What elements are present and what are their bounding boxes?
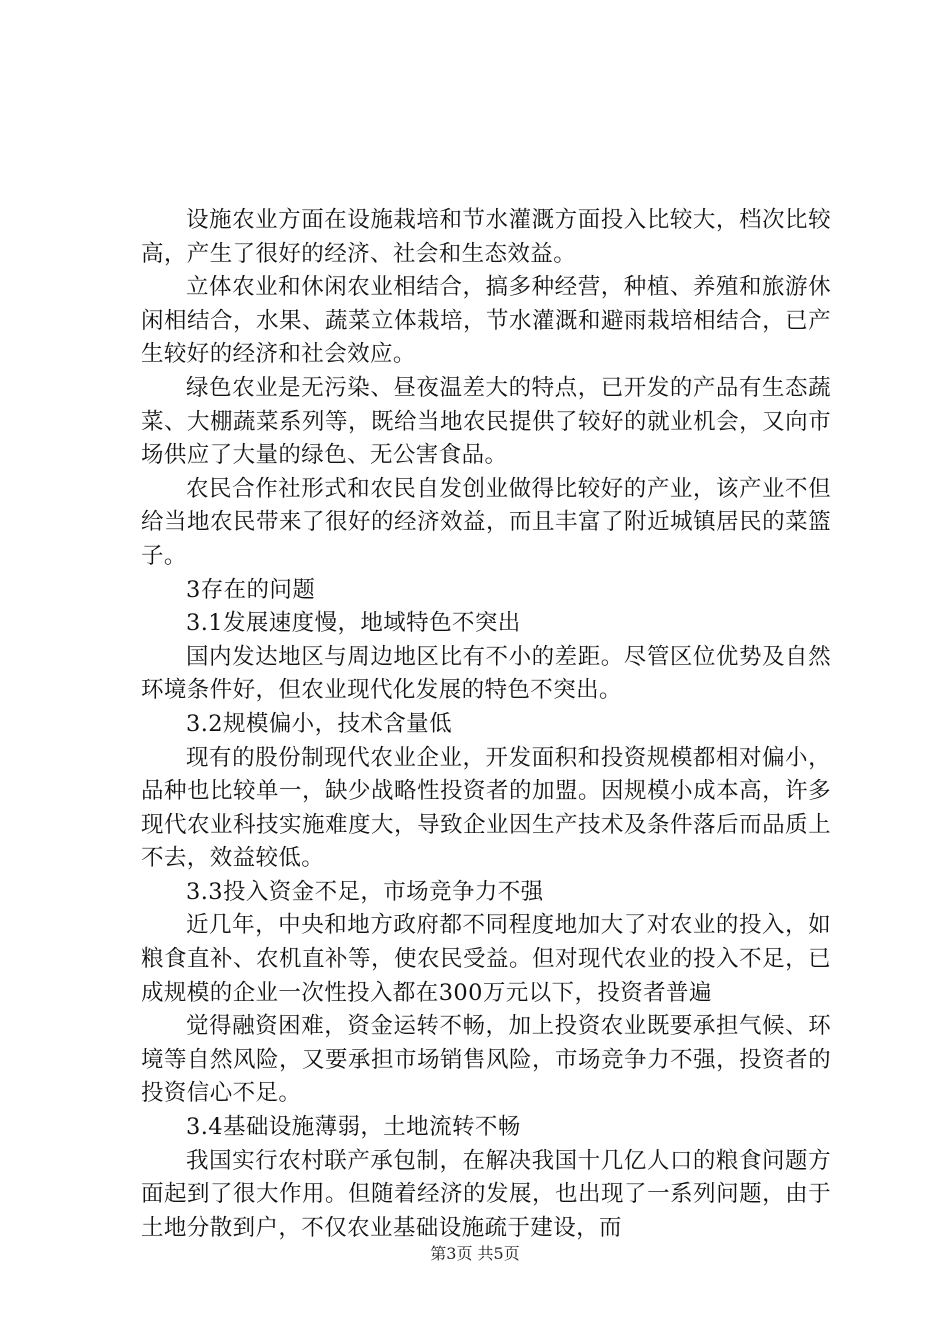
section-3-2-heading: 3.2规模偏小，技术含量低: [186, 710, 452, 737]
section-3-4-text: 我国实行农村联产承包制，在解决我国十几亿人口的粮食问题方面起到了很大作用。但随着经济的发展，也出现了一系列问题，由于土地分散到户，不仅农业基础设施疏于建设，而: [141, 1147, 831, 1241]
paragraph-facility-agriculture: 设施农业方面在设施栽培和节水灌溉方面投入比较大，档次比较高，产生了很好的经济、社会和生态效益。: [141, 207, 831, 267]
section-3-3-text-part1: 近几年，中央和地方政府都不同程度地加大了对农业的投入，如粮食直补、农机直补等，使农民受益。但对现代农业的投入不足，已成规模的企业一次性投入都在300万元以下，投资者普遍: [141, 912, 831, 1006]
section-3-1-heading: 3.1发展速度慢，地域特色不突出: [186, 610, 521, 637]
section-3-1-text: 国内发达地区与周边地区比有不小的差距。尽管区位优势及自然环境条件好，但农业现代化发展的特色不突出。: [141, 643, 831, 704]
section-3-3-heading: 3.3投入资金不足，市场竞争力不强: [186, 878, 544, 905]
paragraph-cooperative: 农民合作社形式和农民自发创业做得比较好的产业，该产业不但给当地农民带来了很好的经济效益，而且丰富了附近城镇居民的菜篮子。: [141, 475, 831, 569]
section-3-3-text-part2: 觉得融资困难，资金运转不畅，加上投资农业既要承担气候、环境等自然风险，又要承担市场销售风险，市场竞争力不强，投资者的投资信心不足。: [141, 1013, 831, 1107]
section-3-2-text: 现有的股份制现代农业企业，开发面积和投资规模都相对偏小，品种也比较单一，缺少战略性投资者的加盟。因规模小成本高，许多现代农业科技实施难度大，导致企业因生产技术及条件落后而品质上不去，效益较低。: [141, 744, 831, 872]
section-3-4-heading: 3.4基础设施薄弱，土地流转不畅: [186, 1114, 521, 1141]
paragraph-green-agriculture: 绿色农业是无污染、昼夜温差大的特点，已开发的产品有生态蔬菜、大棚蔬菜系列等，既给当地农民提供了较好的就业机会，又向市场供应了大量的绿色、无公害食品。: [141, 374, 831, 469]
section-3-heading: 3存在的问题: [186, 576, 316, 603]
paragraph-leisure-agriculture: 立体农业和休闲农业相结合，搞多种经营，种植、养殖和旅游休闲相结合，水果、蔬菜立体栽培，节水灌溉和避雨栽培相结合，已产生较好的经济和社会效应。: [141, 274, 831, 368]
body-text: [141, 204, 831, 1245]
page-number-footer: 第3页 共5页: [430, 1244, 520, 1263]
